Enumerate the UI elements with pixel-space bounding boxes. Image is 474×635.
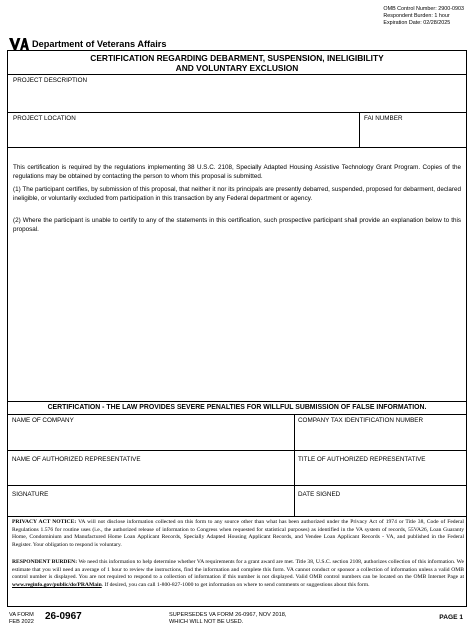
- va-form-label: VA FORM FEB 2022: [9, 612, 34, 625]
- name-of-company-field[interactable]: [8, 415, 294, 450]
- name-of-rep-label: NAME OF AUTHORIZED REPRESENTATIVE: [12, 456, 141, 463]
- certification-form: [7, 50, 467, 607]
- omb-info: [383, 6, 464, 27]
- date-signed-field[interactable]: [295, 486, 466, 516]
- project-location-field[interactable]: [8, 113, 359, 147]
- certification-item-1: (1) The participant certifies, by submission of this proposal, that neither it nor its principals are presently debarred, suspended, proposed for debarment, declared ineligible, or voluntarily excluded from participation in this transaction by any Federal department or agency.: [13, 186, 461, 202]
- va-logo-icon: [9, 37, 29, 51]
- company-tax-id-label: COMPANY TAX IDENTIFICATION NUMBER: [298, 417, 424, 424]
- omb-expiration-date: Expiration Date: 02/28/2025: [383, 20, 451, 26]
- page-number: PAGE 1: [439, 614, 463, 621]
- form-title: CERTIFICATION REGARDING DEBARMENT, SUSPENSION, INELIGIBILITY AND VOLUNTARY EXCLUSION: [8, 51, 466, 75]
- omb-respondent-burden: Respondent Burden: 1 hour: [383, 13, 450, 19]
- name-of-company-label: NAME OF COMPANY: [12, 417, 74, 424]
- omb-control-number: OMB Control Number: 2900-0903: [383, 6, 464, 12]
- project-location-row: [8, 113, 466, 148]
- intro-paragraph: This certification is required by the regulations implementing 38 U.S.C. 2108, Specially Adapted Housing Assistive Technology Grant Program. Copies of the regulations may be obtained by contacting the person to whom this proposal is submitted.: [13, 164, 461, 180]
- fai-number-field[interactable]: [360, 113, 466, 147]
- project-description-field[interactable]: [8, 75, 466, 113]
- form-footer: [7, 611, 467, 633]
- company-row: [8, 415, 466, 451]
- form-header: [9, 37, 166, 51]
- supersedes-note: SUPERSEDES VA FORM 26-0967, NOV 2018, WHICH WILL NOT BE USED.: [169, 612, 287, 625]
- explanation-area[interactable]: [8, 237, 466, 401]
- name-of-rep-field[interactable]: [8, 451, 294, 485]
- signature-row: [8, 486, 466, 517]
- title-of-rep-label: TITLE OF AUTHORIZED REPRESENTATIVE: [298, 456, 426, 463]
- date-signed-label: DATE SIGNED: [298, 491, 341, 498]
- project-location-label: PROJECT LOCATION: [13, 115, 76, 122]
- signature-field[interactable]: [8, 486, 294, 516]
- project-description-label: PROJECT DESCRIPTION: [13, 77, 88, 84]
- certification-item-2: (2) Where the participant is unable to certify to any of the statements in this certification, such prospective participant shall provide an explanation below to this proposal.: [13, 217, 461, 233]
- form-number: 26-0967: [45, 611, 82, 622]
- representative-row: [8, 451, 466, 486]
- department-name: Department of Veterans Affairs: [32, 39, 167, 49]
- omb-link[interactable]: www.reginfo.gov/public/do/PRAMain: [12, 582, 102, 589]
- privacy-act-notice: PRIVACY ACT NOTICE: VA will not disclose information collected on this form to any source other than what has been authorized under the Privacy Act of 1974 or Title 38, Code of Federal Regulations 1.576 for routine uses (i.e., the authorized release of information to Congress when requested for statistical purposes) as identified in the VA system of records, 55VA26, Loan Guaranty Home, Condominium and Manufactured Home Loan Applicant Records, Specially Adapted Housing Applicant Records, and Vendee Loan Applicant Records - VA, and published in the Federal Register. Your obligation to respond is voluntary.: [12, 519, 464, 549]
- signature-label: SIGNATURE: [12, 491, 49, 498]
- company-tax-id-field[interactable]: [295, 415, 466, 450]
- title-of-rep-field[interactable]: [295, 451, 466, 485]
- fai-number-label: FAI NUMBER: [364, 115, 403, 122]
- respondent-burden-notice: RESPONDENT BURDEN: We need this information to help determine whether VA requirements for a grant award are met. Title 38, U.S.C. section 2108, authorizes collection of this information. We estimate that you will need an average of 1 hour to review the instructions, find the information and complete this form. VA cannot conduct or sponsor a collection of information unless a valid OMB control number is displayed. You are not required to respond to a collection of information if this number is not displayed. Valid OMB control numbers can be located on the OMB Internet Page at www.reginfo.gov/public/do/PRAMain. If desired, you can call 1-800-827-1000 to get information on where to send comments or suggestions about this form.: [12, 559, 464, 589]
- certification-heading: CERTIFICATION - THE LAW PROVIDES SEVERE PENALTIES FOR WILLFUL SUBMISSION OF FALSE INFORMATION.: [8, 401, 466, 415]
